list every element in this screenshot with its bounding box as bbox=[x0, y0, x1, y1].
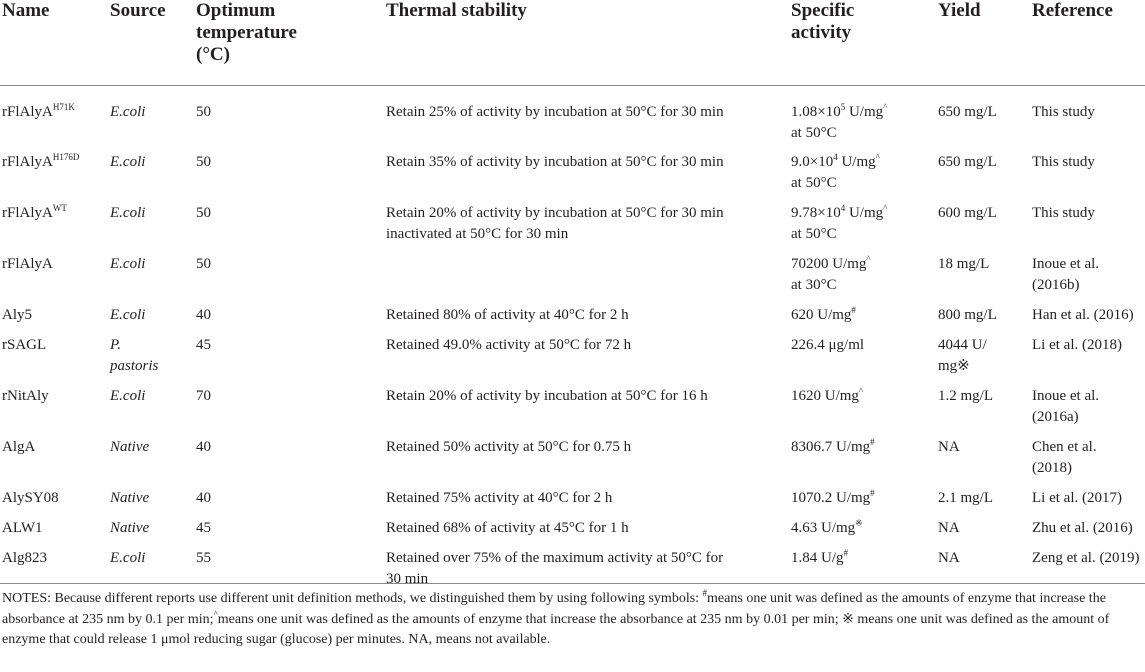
cell-reference: Chen et al. (2018) bbox=[1032, 439, 1097, 476]
cell-reference: This study bbox=[1032, 205, 1095, 221]
activity-unit-mark: # bbox=[843, 548, 848, 558]
notes-divider bbox=[0, 583, 1145, 584]
cell-name: rFlAlyA$^{WT}$ bbox=[2, 203, 67, 221]
cell-temperature: 50 bbox=[196, 154, 211, 170]
activity-unit-mark: ^ bbox=[866, 254, 871, 264]
notes-mark-caret: ^ bbox=[213, 608, 218, 619]
cell-name: ALW1 bbox=[2, 520, 43, 536]
activity-unit-mark: # bbox=[851, 305, 856, 315]
cell-name: rSAGL bbox=[2, 337, 47, 353]
cell-temperature: 45 bbox=[196, 520, 211, 536]
activity-unit-mark: # bbox=[870, 437, 875, 447]
cell-source: P. pastoris bbox=[110, 337, 159, 374]
table-row bbox=[0, 203, 1145, 254]
header-row bbox=[0, 0, 1145, 85]
name-superscript: H176D bbox=[52, 152, 80, 162]
cell-stability: Retained over 75% of the maximum activity at 50°C for 30 min bbox=[386, 550, 724, 587]
cell-yield: 800 mg/L bbox=[938, 307, 997, 323]
cell-reference: Zhu et al. (2016) bbox=[1032, 520, 1133, 536]
cell-yield: 4044 U/ mg※ bbox=[938, 337, 987, 374]
notes-mark-hash: # bbox=[702, 588, 708, 598]
cell-activity: 70200 U/mg^ at 30°C bbox=[791, 254, 871, 293]
cell-activity: 226.4 μg/ml bbox=[791, 337, 865, 353]
activity-unit-mark: ^ bbox=[875, 152, 880, 162]
activity-unit-mark: ^ bbox=[858, 386, 864, 396]
activity-unit-mark: ^ bbox=[883, 203, 888, 213]
cell-temperature: 40 bbox=[196, 490, 211, 506]
cell-name: rFlAlyA$^{H176D}$ bbox=[2, 152, 80, 170]
cell-stability: Retain 20% of activity by incubation at 50°C for 16 h bbox=[386, 388, 708, 404]
activity-exponent: 4 bbox=[840, 203, 846, 213]
cell-source: E.coli bbox=[110, 103, 146, 120]
notes-part-2: means one unit was defined as the amounts of enzyme that increase the absorbance at 235 nm by 0.1 per min; bbox=[2, 591, 1106, 627]
notes-part-3: means one unit was defined as the amounts of enzyme that increase the absorbance at 235 nm by 0.01 per min; ※ means one unit was defined as the amount of enzyme that could release 1 μmol reducing sugar (glucose) per minutes. NA, means not available. bbox=[2, 611, 1110, 647]
table-row bbox=[0, 386, 1145, 437]
cell-temperature: 40 bbox=[196, 307, 211, 323]
cell-reference: Inoue et al. (2016a) bbox=[1032, 388, 1100, 425]
cell-source: Native bbox=[110, 490, 150, 506]
cell-reference: This study bbox=[1032, 154, 1095, 170]
cell-activity: $9.0\times 10^4$ U/mg^ at 50°C bbox=[791, 152, 880, 191]
cell-source: Native bbox=[110, 439, 150, 455]
cell-reference: Inoue et al. (2016b) bbox=[1032, 256, 1100, 293]
cell-stability: Retained 68% of activity at 45°C for 1 h bbox=[386, 520, 629, 536]
table-row bbox=[0, 305, 1145, 335]
header-temp-line-3: (°C) bbox=[196, 44, 230, 65]
cell-activity: 1070.2 U/mg# bbox=[791, 488, 875, 506]
cell-yield: 650 mg/L bbox=[938, 154, 997, 170]
cell-source: E.coli bbox=[110, 388, 146, 404]
cell-yield: 2.1 mg/L bbox=[938, 490, 993, 506]
header-temp-line-1: Optimum bbox=[196, 0, 276, 21]
cell-activity: 620 U/mg# bbox=[791, 305, 856, 323]
cell-source: Native bbox=[110, 520, 150, 536]
table-body bbox=[0, 85, 1145, 599]
cell-stability: Retained 80% of activity at 40°C for 2 h bbox=[386, 307, 629, 323]
header-temperature bbox=[196, 0, 386, 85]
cell-reference: Li et al. (2018) bbox=[1032, 337, 1122, 353]
table-row bbox=[0, 488, 1145, 518]
header-activity-line-2: activity bbox=[791, 22, 852, 43]
table-row bbox=[0, 254, 1145, 305]
notes-part-1: NOTES: Because different reports use different unit definition methods, we distinguished them by using following symbols: bbox=[2, 591, 703, 606]
header-reference: Reference bbox=[1032, 0, 1113, 21]
cell-source: E.coli bbox=[110, 550, 146, 566]
cell-stability: Retained 50% activity at 50°C for 0.75 h bbox=[386, 439, 632, 455]
cell-yield: NA bbox=[938, 520, 960, 536]
table-row bbox=[0, 85, 1145, 152]
cell-yield: 1.2 mg/L bbox=[938, 388, 993, 404]
activity-exponent: 4 bbox=[833, 152, 838, 162]
cell-source: E.coli bbox=[110, 205, 146, 221]
header-name: Name bbox=[2, 0, 50, 21]
cell-name: rFlAlyA bbox=[2, 256, 53, 272]
cell-reference: This study bbox=[1032, 103, 1095, 120]
cell-temperature: 50 bbox=[196, 103, 211, 120]
cell-stability: Retain 35% of activity by incubation at 50°C for 30 min bbox=[386, 154, 724, 170]
cell-activity: 8306.7 U/mg# bbox=[791, 437, 875, 455]
activity-unit-mark: ※ bbox=[855, 518, 863, 528]
cell-name: Alg823 bbox=[2, 550, 47, 566]
header-stability: Thermal stability bbox=[386, 0, 527, 21]
cell-temperature: 55 bbox=[196, 550, 211, 566]
cell-name: AlgA bbox=[2, 439, 36, 455]
table-row bbox=[0, 335, 1145, 386]
cell-reference: Li et al. (2017) bbox=[1032, 490, 1122, 506]
header-activity bbox=[791, 0, 938, 85]
table-row bbox=[0, 152, 1145, 203]
cell-temperature: 50 bbox=[196, 256, 211, 272]
cell-source: E.coli bbox=[110, 307, 146, 323]
cell-activity: $9.78\times 10^4$ U/mg^ at 50°C bbox=[791, 203, 888, 242]
cell-name: Aly5 bbox=[2, 307, 32, 323]
cell-reference: Zeng et al. (2019) bbox=[1032, 550, 1140, 566]
table-notes bbox=[2, 589, 1140, 651]
cell-stability bbox=[386, 254, 791, 305]
cell-reference: Han et al. (2016) bbox=[1032, 307, 1134, 323]
table-row bbox=[0, 518, 1145, 548]
header-activity-line-1: Specific bbox=[791, 0, 855, 21]
cell-yield: NA bbox=[938, 439, 960, 455]
activity-unit-mark: ^ bbox=[883, 101, 888, 112]
cell-name: AlySY08 bbox=[2, 490, 59, 506]
cell-yield: 600 mg/L bbox=[938, 205, 997, 221]
cell-name: rFlAlyA$^{H71K}$ bbox=[2, 101, 75, 120]
cell-temperature: 40 bbox=[196, 439, 211, 455]
cell-activity: $1.08\times 10^5$ U/mg^ at 50°C bbox=[791, 101, 888, 141]
cell-yield: 18 mg/L bbox=[938, 256, 990, 272]
table-row bbox=[0, 437, 1145, 488]
cell-temperature: 50 bbox=[196, 205, 211, 221]
header-source: Source bbox=[110, 0, 166, 21]
cell-activity: 1620 U/mg^ bbox=[791, 386, 864, 404]
cell-stability: Retained 75% activity at 40°C for 2 h bbox=[386, 490, 613, 506]
cell-activity: 4.63 U/mg※ bbox=[791, 518, 863, 536]
cell-yield: 650 mg/L bbox=[938, 103, 997, 120]
cell-activity: 1.84 U/g# bbox=[791, 548, 848, 566]
header-temp-line-2: temperature bbox=[196, 22, 297, 43]
cell-temperature: 70 bbox=[196, 388, 211, 404]
cell-name: rNitAly bbox=[2, 388, 49, 404]
name-superscript: WT bbox=[52, 203, 67, 213]
activity-exponent: 5 bbox=[840, 101, 846, 112]
cell-yield: NA bbox=[938, 550, 960, 566]
cell-stability: Retain 25% of activity by incubation at 50°C for 30 min bbox=[386, 103, 724, 120]
cell-source: E.coli bbox=[110, 256, 146, 272]
activity-unit-mark: # bbox=[870, 488, 875, 498]
name-superscript: H71K bbox=[52, 101, 75, 112]
cell-temperature: 45 bbox=[196, 337, 211, 353]
cell-stability: Retain 20% of activity by incubation at 50°C for 30 min inactivated at 50°C for 30 min bbox=[386, 205, 724, 242]
cell-source: E.coli bbox=[110, 154, 146, 170]
header-yield: Yield bbox=[938, 0, 981, 21]
cell-stability: Retained 49.0% activity at 50°C for 72 h bbox=[386, 337, 632, 353]
